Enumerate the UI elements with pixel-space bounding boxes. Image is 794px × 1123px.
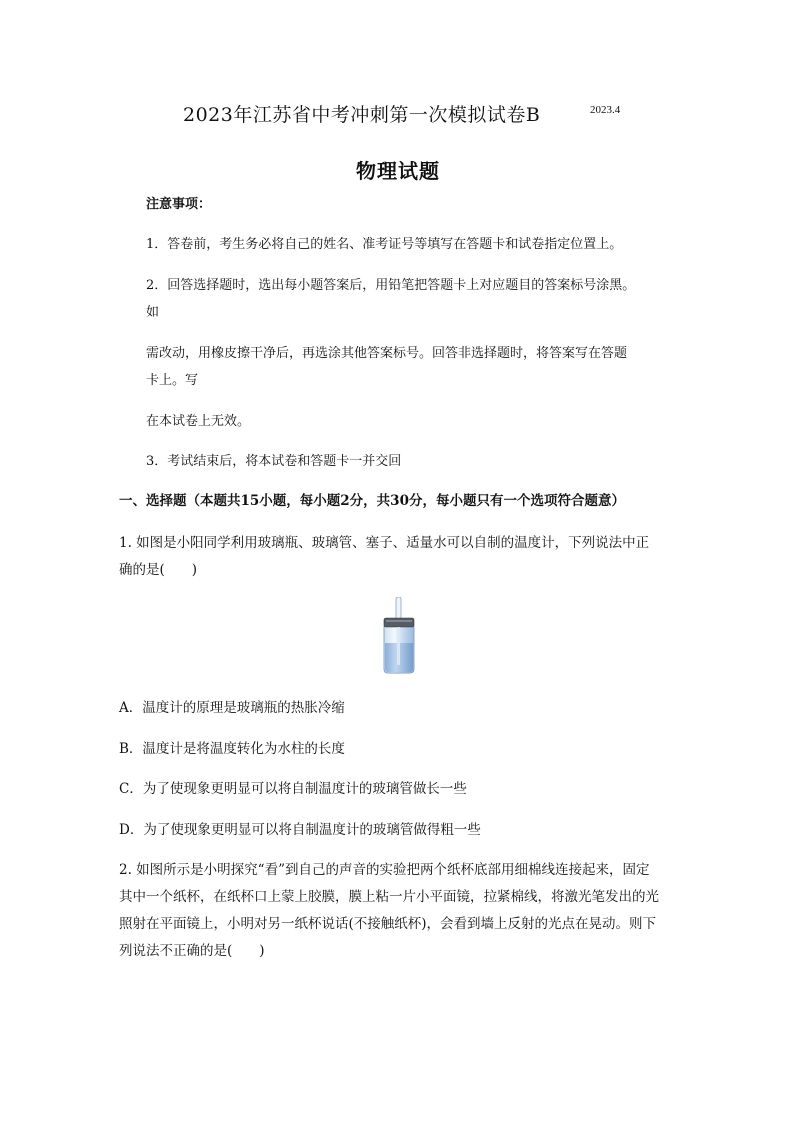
note-line-1: 1．答卷前，考生务必将自己的姓名、准考证号等填写在答题卡和试卷指定位置上。 bbox=[146, 237, 623, 252]
question-1-option-b: B．温度计是将温度转化为水柱的长度 bbox=[119, 741, 345, 757]
question-1-line-1: 1. 如图是小阳同学利用玻璃瓶、玻璃管、塞子、适量水可以自制的温度计，下列说法中正 bbox=[119, 535, 650, 551]
notes-heading: 注意事项： bbox=[146, 197, 212, 212]
thermometer-bottle-figure bbox=[376, 597, 422, 681]
question-1-option-c: C．为了使现象更明显可以将自制温度计的玻璃管做长一些 bbox=[119, 781, 467, 797]
question-2-line-3: 照射在平面镜上，小明对另一纸杯说话(不接触纸杯)，会看到墙上反射的光点在晃动。则下 bbox=[119, 916, 657, 932]
note-line-2b: 如 bbox=[146, 305, 160, 320]
note-line-2d: 卡上。写 bbox=[146, 373, 199, 388]
note-line-3: 3．考试结束后，将本试卷和答题卡一并交回 bbox=[146, 454, 402, 469]
note-line-2c: 需改动，用橡皮擦干净后，再选涂其他答案标号。回答非选择题时，将答案写在答题 bbox=[146, 346, 628, 361]
question-2-line-1: 2. 如图所示是小明探究“看”到自己的声音的实验把两个纸杯底部用细棉线连接起来，固定 bbox=[119, 862, 650, 878]
subject-title: 物理试题 bbox=[356, 159, 440, 183]
question-1-line-2: 确的是( ) bbox=[119, 562, 198, 578]
note-line-2e: 在本试卷上无效。 bbox=[146, 414, 251, 429]
section-heading: 一、选择题（本题共15小题，每小题2分，共30分，每小题只有一个选项符合题意） bbox=[119, 493, 625, 509]
question-1-option-d: D．为了使现象更明显可以将自制温度计的玻璃管做得粗一些 bbox=[119, 822, 481, 838]
thermometer-bottle-icon bbox=[376, 597, 422, 677]
question-2-line-2: 其中一个纸杯，在纸杯口上蒙上胶膜，膜上粘一片小平面镜，拉紧棉线，将激光笔发出的光 bbox=[119, 889, 659, 905]
question-2-line-4: 列说法不正确的是( ) bbox=[119, 943, 265, 959]
exam-title: 2023年江苏省中考冲刺第一次模拟试卷B bbox=[183, 104, 541, 126]
exam-date: 2023.4 bbox=[590, 104, 621, 116]
question-1-option-a: A．温度计的原理是玻璃瓶的热胀冷缩 bbox=[119, 700, 345, 716]
note-line-2a: 2．回答选择题时，选出每小题答案后，用铅笔把答题卡上对应题目的答案标号涂黑。 bbox=[146, 278, 636, 293]
